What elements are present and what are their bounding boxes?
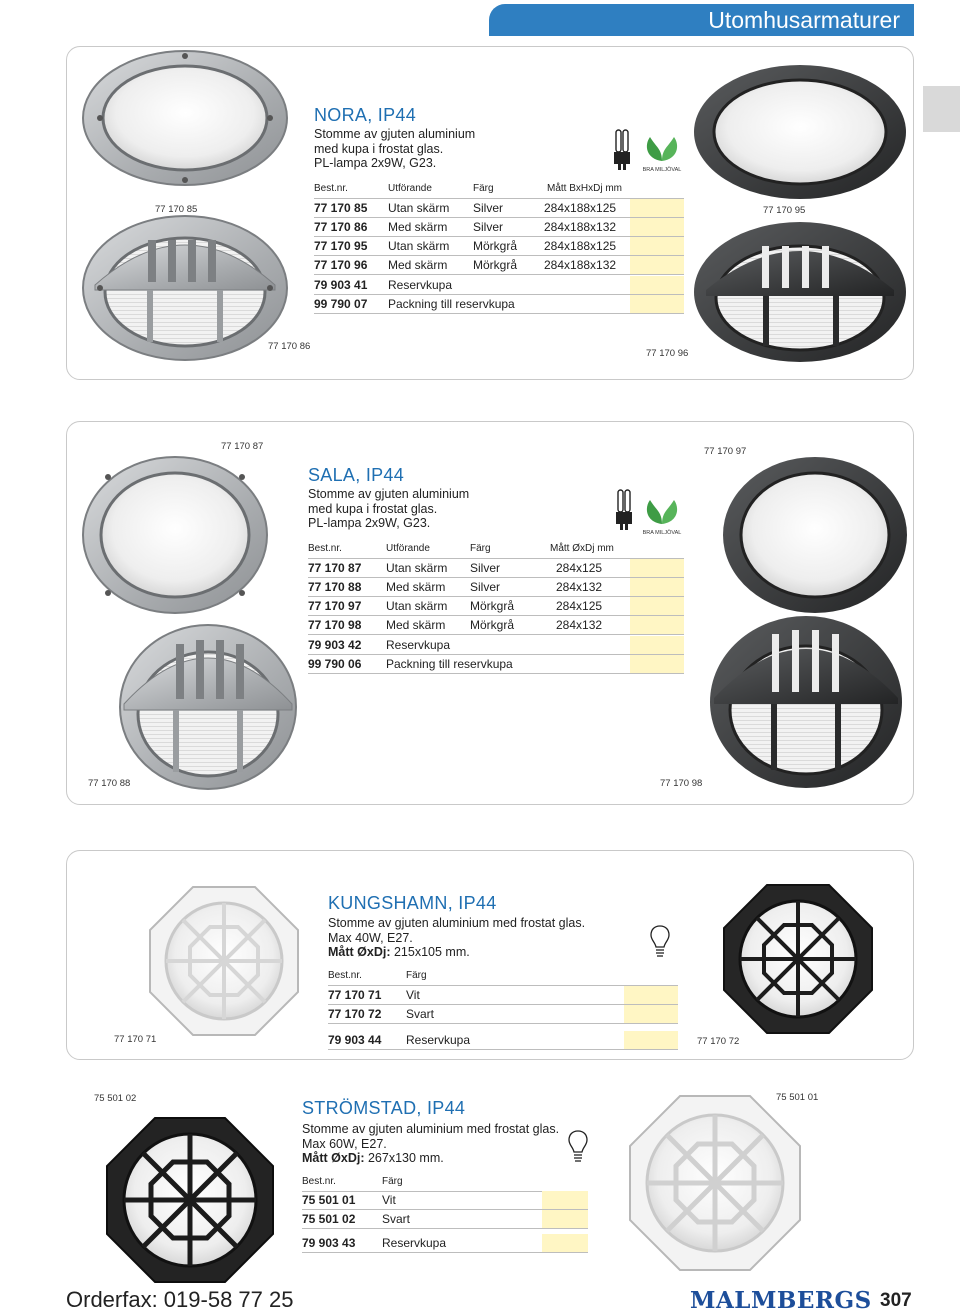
col-header: Färg — [382, 1176, 403, 1187]
table-header — [314, 180, 684, 199]
order-number: 79 903 43 — [302, 1236, 356, 1250]
dimensions: 284x188x125 — [544, 239, 617, 253]
color: Svart — [382, 1212, 411, 1226]
sala-desc-line: PL-lampa 2x9W, G23. — [308, 516, 431, 530]
table-row — [308, 616, 684, 635]
color: Vit — [382, 1193, 396, 1207]
stromstad-desc-line: Max 60W, E27. — [302, 1136, 387, 1151]
table-row — [302, 1234, 588, 1253]
kungshamn-white-lamp-image — [148, 885, 300, 1037]
table-row — [314, 199, 684, 218]
color: Silver — [470, 580, 501, 594]
pl-lamp-icon — [612, 128, 632, 172]
kungshamn-description — [328, 916, 585, 960]
table-row — [308, 559, 684, 578]
table-row — [308, 578, 684, 597]
table-row — [314, 256, 684, 275]
brand-logo: MALMBERGS — [690, 1287, 872, 1314]
sala-desc-line: Stomme av gjuten aluminium — [308, 487, 470, 501]
sala-label-b: 77 170 88 — [88, 778, 131, 789]
table-row — [302, 1191, 588, 1210]
sala-label-a: 77 170 87 — [221, 441, 264, 452]
order-number: 77 170 96 — [314, 258, 368, 272]
nora-silver-lamp-image — [80, 48, 290, 188]
bulb-icon — [650, 925, 670, 959]
dimensions: 284x125 — [556, 599, 603, 613]
item-description: Packning till reservkupa — [388, 297, 515, 311]
order-number: 77 170 86 — [314, 220, 368, 234]
sala-label-d: 77 170 98 — [660, 778, 703, 789]
item-description: Reservkupa — [382, 1236, 447, 1250]
col-header: Utförande — [386, 543, 430, 554]
dimensions: 284x188x125 — [544, 201, 617, 215]
kungshamn-black-lamp-image — [722, 883, 874, 1035]
stromstad-label-b: 75 501 01 — [776, 1092, 819, 1103]
variant: Utan skärm — [386, 599, 448, 613]
col-header: Mått BxHxDj mm — [547, 183, 622, 194]
stromstad-black-lamp-image — [105, 1116, 275, 1284]
table-row — [314, 276, 684, 295]
variant: Med skärm — [388, 258, 448, 272]
color: Silver — [473, 201, 504, 215]
page-number: 307 — [880, 1290, 912, 1311]
variant: Utan skärm — [388, 239, 450, 253]
order-number: 77 170 95 — [314, 239, 368, 253]
stromstad-dimensions — [302, 1151, 559, 1166]
orderfax-text: Orderfax: 019-58 77 25 — [66, 1287, 294, 1312]
dimensions: 284x188x132 — [544, 258, 617, 272]
dimensions: 284x188x132 — [544, 220, 617, 234]
dim-label: Mått ØxDj: — [328, 945, 391, 959]
order-number: 99 790 07 — [314, 297, 368, 311]
stromstad-desc-line: Stomme av gjuten aluminium med frostat glas. — [302, 1122, 560, 1136]
sala-title: SALA, IP44 — [308, 465, 405, 485]
color: Vit — [406, 988, 420, 1002]
col-header: Best.nr. — [328, 970, 362, 981]
col-header: Best.nr. — [302, 1176, 336, 1187]
color: Silver — [473, 220, 504, 234]
section-title: Utomhusarmaturer — [708, 7, 900, 33]
page-side-marker — [923, 86, 960, 132]
sala-table — [308, 540, 684, 675]
table-row — [328, 986, 678, 1005]
color: Mörkgrå — [470, 618, 515, 632]
sala-desc-line: med kupa i frostat glas. — [308, 501, 438, 516]
col-header: Mått ØxDj mm — [550, 543, 614, 554]
order-number: 77 170 71 — [328, 988, 382, 1002]
dimensions: 284x132 — [556, 580, 603, 594]
col-header: Utförande — [388, 183, 432, 194]
table-row — [314, 218, 684, 237]
eco-label-icon — [640, 133, 684, 173]
table-row — [302, 1210, 588, 1229]
pl-lamp-icon — [614, 488, 634, 532]
nora-darkgrey-lamp-image — [690, 62, 910, 202]
order-number: 77 170 98 — [308, 618, 362, 632]
eco-label-icon — [640, 496, 684, 536]
nora-description — [314, 127, 475, 171]
nora-silver-shield-lamp-image — [80, 210, 290, 365]
section-header — [489, 4, 914, 36]
eco-badge-text: BRA MILJÖVAL — [642, 167, 682, 173]
bulb-icon — [568, 1130, 588, 1164]
stromstad-white-lamp-image — [628, 1094, 802, 1272]
dimensions: 284x125 — [556, 561, 603, 575]
kungshamn-table — [328, 967, 678, 1049]
kungshamn-label-a: 77 170 71 — [114, 1034, 157, 1045]
kungshamn-title: KUNGSHAMN, IP44 — [328, 893, 497, 913]
nora-label-d: 77 170 96 — [646, 348, 689, 359]
eco-badge-text: BRA MILJÖVAL — [642, 530, 682, 536]
sala-darkgrey-shield-lamp-image — [706, 612, 906, 792]
nora-title: NORA, IP44 — [314, 105, 417, 125]
col-header: Färg — [470, 543, 491, 554]
stromstad-label-a: 75 501 02 — [94, 1093, 137, 1104]
nora-label-c: 77 170 95 — [763, 205, 806, 216]
order-number: 77 170 88 — [308, 580, 362, 594]
stromstad-table — [302, 1173, 588, 1253]
table-header — [328, 967, 678, 986]
table-row — [308, 655, 684, 674]
sala-label-c: 77 170 97 — [704, 446, 747, 457]
order-number: 75 501 01 — [302, 1193, 356, 1207]
sala-description — [308, 487, 469, 531]
col-header: Färg — [406, 970, 427, 981]
nora-label-a: 77 170 85 — [155, 204, 198, 215]
order-number: 79 903 42 — [308, 638, 362, 652]
variant: Utan skärm — [386, 561, 448, 575]
variant: Utan skärm — [388, 201, 450, 215]
nora-darkgrey-shield-lamp-image — [690, 218, 910, 366]
nora-desc-line: Stomme av gjuten aluminium — [314, 127, 476, 141]
stromstad-title: STRÖMSTAD, IP44 — [302, 1098, 466, 1118]
order-number: 75 501 02 — [302, 1212, 356, 1226]
nora-table — [314, 180, 684, 315]
order-number: 99 790 06 — [308, 657, 362, 671]
dim-value: 215x105 mm. — [393, 945, 470, 959]
order-number: 79 903 44 — [328, 1033, 382, 1047]
nora-desc-line: med kupa i frostat glas. — [314, 141, 444, 156]
dim-value: 267x130 mm. — [367, 1151, 444, 1165]
table-header — [302, 1173, 588, 1192]
table-row — [308, 636, 684, 655]
dim-label: Mått ØxDj: — [302, 1151, 365, 1165]
sala-silver-shield-lamp-image — [118, 622, 298, 792]
color: Mörkgrå — [473, 258, 518, 272]
item-description: Packning till reservkupa — [386, 657, 513, 671]
sala-silver-lamp-image — [80, 455, 270, 615]
table-row — [314, 295, 684, 314]
kungshamn-desc-line: Max 40W, E27. — [328, 930, 413, 945]
table-row — [328, 1031, 678, 1050]
col-header: Färg — [473, 183, 494, 194]
item-description: Reservkupa — [406, 1033, 471, 1047]
variant: Med skärm — [386, 580, 446, 594]
nora-label-b: 77 170 86 — [268, 341, 311, 352]
col-header: Best.nr. — [308, 543, 342, 554]
order-number: 77 170 72 — [328, 1007, 382, 1021]
item-description: Reservkupa — [388, 278, 453, 292]
color: Svart — [406, 1007, 435, 1021]
color: Silver — [470, 561, 501, 575]
order-number: 77 170 87 — [308, 561, 362, 575]
table-row — [314, 237, 684, 256]
color: Mörkgrå — [473, 239, 518, 253]
variant: Med skärm — [386, 618, 446, 632]
order-number: 79 903 41 — [314, 278, 368, 292]
variant: Med skärm — [388, 220, 448, 234]
order-number: 77 170 85 — [314, 201, 368, 215]
kungshamn-dimensions — [328, 945, 585, 960]
order-number: 77 170 97 — [308, 599, 362, 613]
kungshamn-label-b: 77 170 72 — [697, 1036, 740, 1047]
table-row — [328, 1005, 678, 1024]
table-header — [308, 540, 684, 559]
kungshamn-desc-line: Stomme av gjuten aluminium med frostat glas. — [328, 916, 586, 930]
dimensions: 284x132 — [556, 618, 603, 632]
sala-darkgrey-lamp-image — [720, 455, 910, 615]
stromstad-description — [302, 1122, 559, 1166]
table-row — [308, 597, 684, 616]
nora-desc-line: PL-lampa 2x9W, G23. — [314, 156, 437, 170]
color: Mörkgrå — [470, 599, 515, 613]
col-header: Best.nr. — [314, 183, 348, 194]
item-description: Reservkupa — [386, 638, 451, 652]
